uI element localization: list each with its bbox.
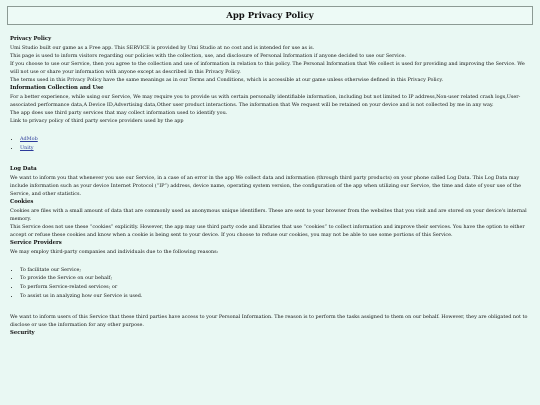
info-paragraph-3: Link to privacy policy of third party service providers used by the app: [10, 118, 184, 124]
provider-reasons-list: [20, 266, 532, 301]
section-heading-privacy-policy: Privacy Policy: [10, 36, 52, 42]
privacy-paragraph-2: This page is used to inform visitors regarding our policies with the collection, use, and disclosure of Personal Information if anyone decided to use our Service.: [10, 53, 406, 59]
cookies-paragraph-2: This Service does not use these “cookies” explicitly. However, the app may use third party code and libraries that use “cookies” to collect information and improve their services. You have the option to either accept or refuse these cookies and know when a cookie is being sent to your device. If you choose to refuse our cookies, you may not be able to use some portions of this Service.: [10, 223, 525, 238]
providers-paragraph-2: We want to inform users of this Service that these third parties have access to your Personal Information. The reason is to perform the tasks assigned to them on our behalf. However, they are obligated not to disclose or use the information for any other purpose.: [10, 313, 528, 328]
page-title: App Privacy Policy: [226, 10, 314, 21]
section-heading-cookies: Cookies: [10, 198, 34, 205]
providers-paragraph-1: We may employ third-party companies and individuals due to the following reasons:: [10, 248, 219, 255]
section-heading-service-providers: Service Providers: [10, 239, 62, 246]
policy-content: [10, 35, 532, 338]
cookies-paragraph-1: Cookies are files with a small amount of data that are commonly used as anonymous unique identifiers. These are sent to your browser from the websites that you visit and are stored on your device's internal memory.: [10, 207, 527, 222]
info-paragraph-2: The app does use third party services that may collect information used to identify you.: [10, 110, 228, 116]
privacy-paragraph-4: The terms used in this Privacy Policy have the same meanings as in our Terms and Conditions, which is accessible at our game unless otherwise defined in this Privacy Policy.: [10, 77, 443, 83]
privacy-paragraph-3: If you choose to use our Service, then you agree to the collection and use of information in relation to this policy. The Personal Information that We collect is used for providing and improving the Service. We will not use or share your information with anyone except as described in this Privacy Policy.: [10, 61, 525, 75]
third-party-links-list: [20, 135, 532, 153]
unity-link[interactable]: Unity: [20, 144, 34, 151]
list-item: • To assist us in analyzing how our Service is used.: [20, 292, 532, 301]
privacy-paragraph-1: Umi Studio built our game as a Free app. This SERVICE is provided by Umi Studio at no cost and is intended for use as is.: [10, 45, 315, 51]
list-item: [20, 135, 532, 144]
list-item: [20, 144, 532, 153]
list-item: • To facilitate our Service;: [20, 266, 532, 275]
section-heading-information-collection: Information Collection and Use: [10, 85, 104, 91]
info-paragraph-1: For a better experience, while using our Service, We may require you to provide us with certain personally identifiable information, including but not limited to IP address,Non-user related crash logs,User-associated performance data,A Device ID,Advertising data,Other user product interactions. The information that We request will be retained on your device and is not collected by me in any way.: [10, 94, 521, 108]
list-item: • To perform Service-related services; or: [20, 283, 532, 292]
log-data-paragraph: We want to inform you that whenever you use our Service, in a case of an error in the app We collect data and information (through third party products) on your phone called Log Data. This Log Data may include information such as your device Internet Protocol (“IP”) address, device name, operating system version, the configuration of the app when utilizing our Service, the time and date of your use of the Service, and other statistics.: [10, 174, 522, 197]
admob-link[interactable]: AdMob: [20, 136, 38, 142]
section-heading-log-data: Log Data: [10, 165, 37, 172]
title-bar: [7, 6, 533, 25]
section-heading-security: Security: [10, 329, 35, 336]
list-item: • To provide the Service on our behalf;: [20, 274, 532, 283]
